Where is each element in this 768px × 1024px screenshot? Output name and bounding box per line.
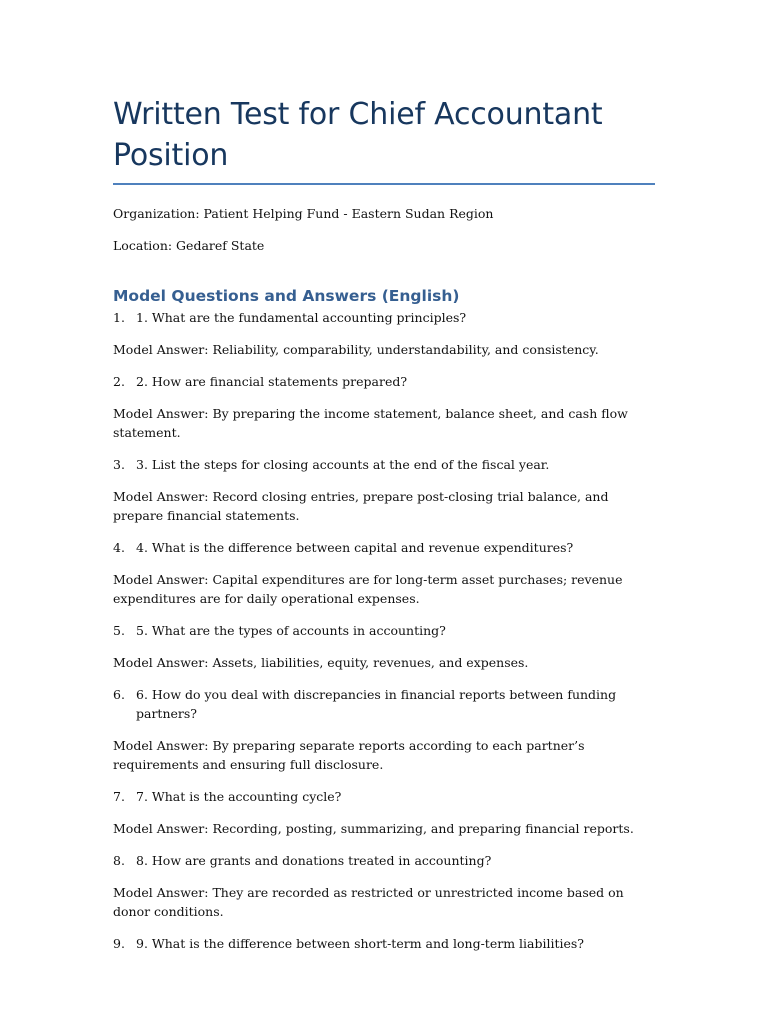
question-item — [113, 851, 655, 870]
model-answer: Model Answer: Record closing entries, prepare post-closing trial balance, and prepare financial statements. — [113, 489, 609, 523]
question-item — [113, 372, 655, 391]
model-answer: Model Answer: By preparing separate reports according to each partner’s requirements and ensuring full disclosure. — [113, 738, 585, 772]
question-number: 4. — [113, 540, 125, 555]
question-item — [113, 538, 655, 557]
question-number: 6. — [113, 687, 125, 702]
question-item — [113, 934, 655, 953]
model-answer: Model Answer: Capital expenditures are for long-term asset purchases; revenue expenditures are for daily operational expenses. — [113, 572, 623, 606]
question-number: 2. — [113, 374, 125, 389]
question-text: 8. How are grants and donations treated in accounting? — [136, 853, 492, 868]
question-text: 5. What are the types of accounts in accounting? — [136, 623, 446, 638]
question-item — [113, 621, 655, 640]
question-text: 3. List the steps for closing accounts at the end of the fiscal year. — [136, 457, 550, 472]
question-number: 9. — [113, 936, 125, 951]
question-number: 8. — [113, 853, 125, 868]
location-line: Location: Gedaref State — [113, 238, 265, 253]
question-number: 7. — [113, 789, 125, 804]
question-text: 7. What is the accounting cycle? — [136, 789, 342, 804]
question-text: 1. What are the fundamental accounting principles? — [136, 310, 467, 325]
question-number: 3. — [113, 457, 125, 472]
question-text: 6. How do you deal with discrepancies in financial reports between funding partners? — [136, 687, 617, 721]
model-answer: Model Answer: Recording, posting, summarizing, and preparing financial reports. — [113, 821, 634, 836]
organization-line: Organization: Patient Helping Fund - Eastern Sudan Region — [113, 206, 494, 221]
question-text: 9. What is the difference between short-term and long-term liabilities? — [136, 936, 585, 951]
question-text: 2. How are financial statements prepared? — [136, 374, 408, 389]
model-answer: Model Answer: Assets, liabilities, equity, revenues, and expenses. — [113, 655, 529, 670]
model-answer: Model Answer: Reliability, comparability, understandability, and consistency. — [113, 342, 599, 357]
section-heading: Model Questions and Answers (English) — [113, 287, 460, 305]
document-title: Written Test for Chief Accountant Position — [113, 97, 603, 173]
question-number: 5. — [113, 623, 125, 638]
model-answer: Model Answer: By preparing the income statement, balance sheet, and cash flow statement. — [113, 406, 628, 440]
document-page — [113, 94, 655, 953]
question-item — [113, 787, 655, 806]
title-divider — [113, 183, 655, 185]
question-item — [113, 308, 655, 327]
question-number: 1. — [113, 310, 125, 325]
model-answer: Model Answer: They are recorded as restricted or unrestricted income based on donor conditions. — [113, 885, 624, 919]
question-item — [113, 455, 655, 474]
question-text: 4. What is the difference between capital and revenue expenditures? — [136, 540, 574, 555]
qa-list — [113, 308, 655, 953]
question-item — [113, 685, 655, 723]
